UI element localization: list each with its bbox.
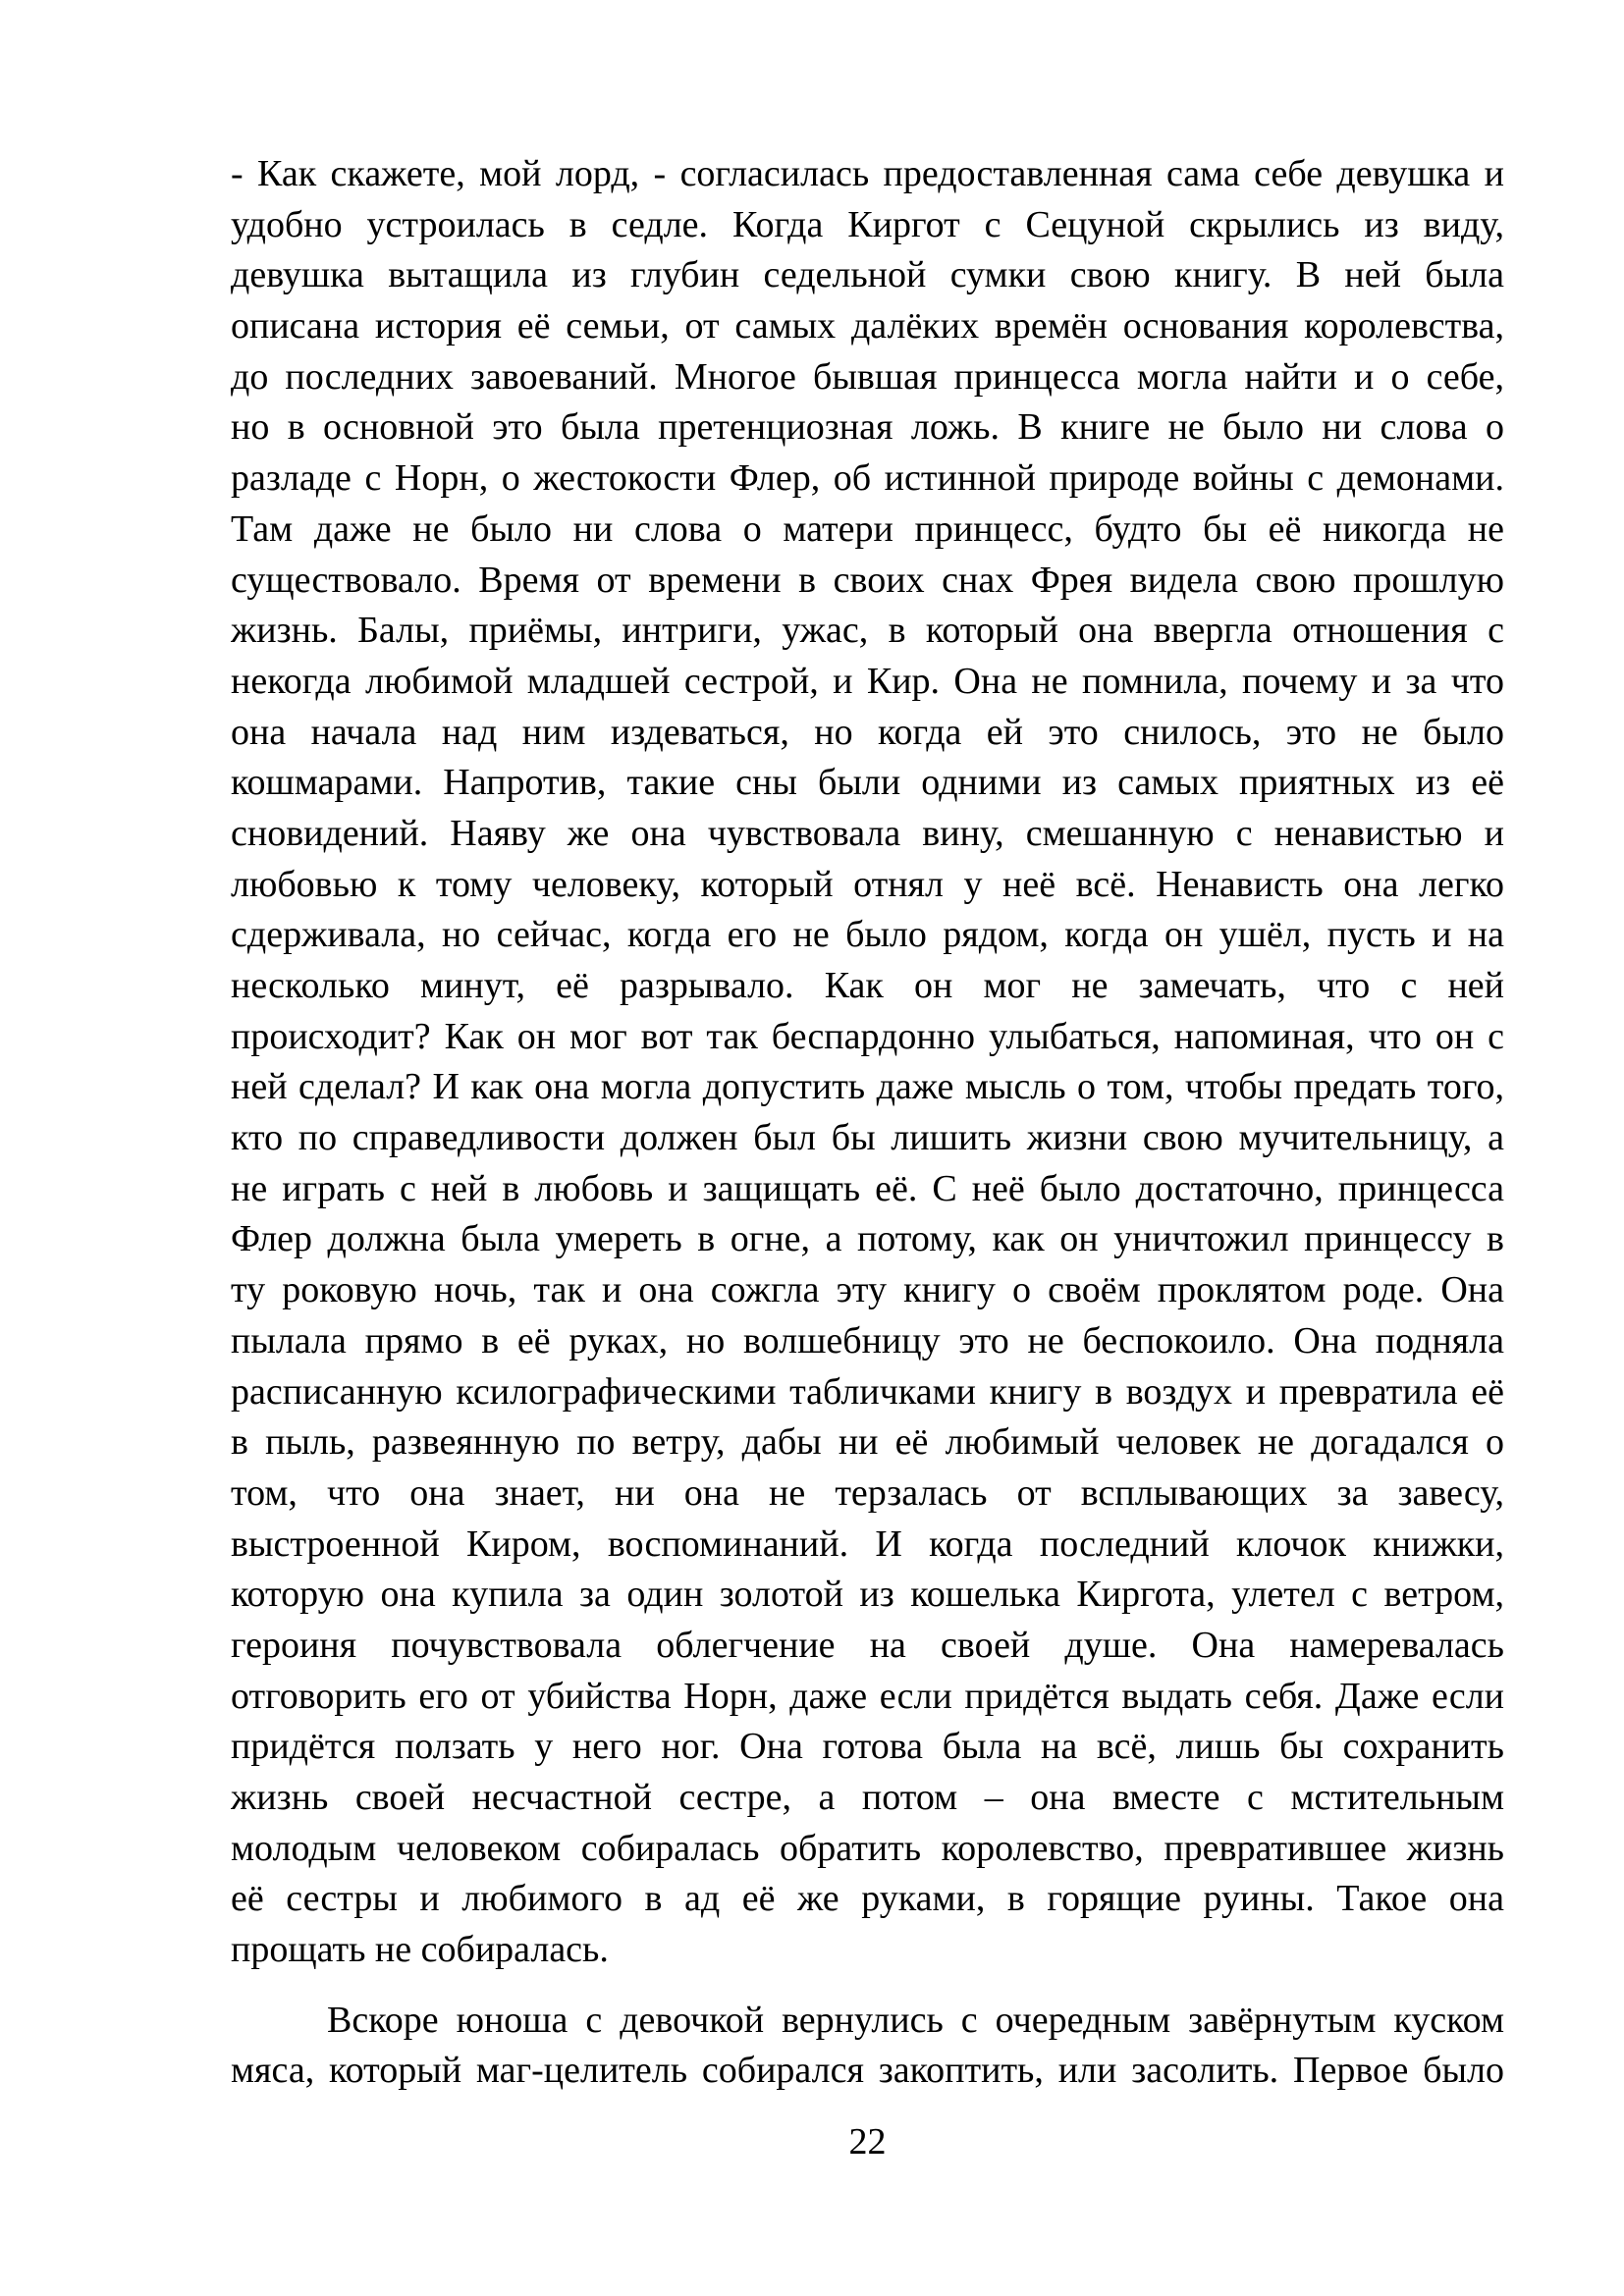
text-line: её сестры и любимого в ад её же руками, в горящие руины. Такое она — [231, 1878, 1504, 1920]
text-line: отговорить его от убийства Норн, даже если придётся выдать себя. Даже если — [231, 1675, 1504, 1717]
text-line: удобно устроилась в седле. Когда Киргот с Сецуной скрылись из виду, — [231, 203, 1504, 245]
text-line: сдерживала, но сейчас, когда его не было рядом, когда он ушёл, пусть и на — [231, 914, 1504, 956]
text-line: существовало. Время от времени в своих снах Фрея видела свою прошлую — [231, 559, 1504, 601]
text-line: выстроенной Киром, воспоминаний. И когда последний клочок книжки, — [231, 1522, 1504, 1565]
text-line: кто по справедливости должен был бы лишить жизни свою мучительницу, а — [231, 1117, 1504, 1159]
text-line: - Как скажете, мой лорд, - согласилась предоставленная сама себе девушка и — [231, 153, 1504, 194]
text-line: том, что она знает, ни она не терзалась от всплывающих за завесу, — [231, 1471, 1504, 1514]
text-line: ней сделал? И как она могла допустить даже мысль о том, чтобы предать того, — [231, 1066, 1504, 1108]
text-line: жизнь. Балы, приёмы, интриги, ужас, в который она ввергла отношения с — [231, 610, 1504, 652]
text-line: героиня почувствовала облегчение на своей душе. Она намеревалась — [231, 1624, 1504, 1666]
text-line: описана история её семьи, от самых далёких времён основания королевства, — [231, 305, 1504, 347]
text-line: молодым человеком собиралась обратить королевство, превратившее жизнь — [231, 1827, 1504, 1869]
text-line: но в основной это была претенциозная ложь. В книге не было ни слова о — [231, 406, 1504, 449]
text-line: она начала над ним издеваться, но когда ей это снилось, это не было — [231, 711, 1504, 753]
text-line: в пыль, развеянную по ветру, дабы ни её любимый человек не догадался о — [231, 1421, 1504, 1464]
text-line: некогда любимой младшей сестрой, и Кир. Она не помнила, почему и за что — [231, 660, 1504, 702]
text-line: сновидений. Наяву же она чувствовала вину, смешанную с ненавистью и — [231, 812, 1504, 854]
text-line: Там даже не было ни слова о матери принцесс, будто бы её никогда не — [231, 507, 1504, 550]
text-line: мяса, который маг-целитель собирался закоптить, или засолить. Первое было — [231, 2050, 1504, 2092]
text-line: разладе с Норн, о жестокости Флер, об истинной природе войны с демонами. — [231, 457, 1504, 500]
text-line: Флер должна была умереть в огне, а потому, как он уничтожил принцессу в — [231, 1218, 1504, 1260]
text-line: происходит? Как он мог вот так беспардонно улыбаться, напоминая, что он с — [231, 1015, 1504, 1057]
text-line: несколько минут, её разрывало. Как он мог не замечать, что с ней — [231, 965, 1504, 1006]
text-line: которую она купила за один золотой из кошелька Киргота, улетел с ветром, — [231, 1574, 1504, 1616]
paragraph — [231, 1996, 1504, 2097]
text-line: Вскоре юноша с девочкой вернулись с очередным завёрнутым куском — [327, 1999, 1504, 2041]
text-line: не играть с ней в любовь и защищать её. С неё было достаточно, принцесса — [231, 1167, 1504, 1209]
text-line: ту роковую ночь, так и она сожгла эту книгу о своём проклятом роде. Она — [231, 1269, 1504, 1311]
text-line: любовью к тому человеку, который отнял у неё всё. Ненависть она легко — [231, 863, 1504, 905]
text-line: жизнь своей несчастной сестре, а потом – она вместе с мстительным — [231, 1777, 1504, 1818]
body-text-block — [231, 149, 1504, 2097]
text-line: прощать не собиралась. — [231, 1929, 609, 1971]
text-line: девушка вытащила из глубин седельной сумки свою книгу. В ней была — [231, 254, 1504, 296]
text-line: придётся ползать у него ног. Она готова была на всё, лишь бы сохранить — [231, 1726, 1504, 1768]
text-line: расписанную ксилографическими табличками книгу в воздух и превратила её — [231, 1370, 1504, 1413]
text-line: пылала прямо в её руках, но волшебницу это не беспокоило. Она подняла — [231, 1319, 1504, 1362]
page-number: 22 — [848, 2121, 887, 2163]
text-line: кошмарами. Напротив, такие сны были одними из самых приятных из её — [231, 762, 1504, 804]
paragraph — [231, 149, 1504, 1976]
text-line: до последних завоеваний. Многое бывшая принцесса могла найти и о себе, — [231, 355, 1504, 398]
